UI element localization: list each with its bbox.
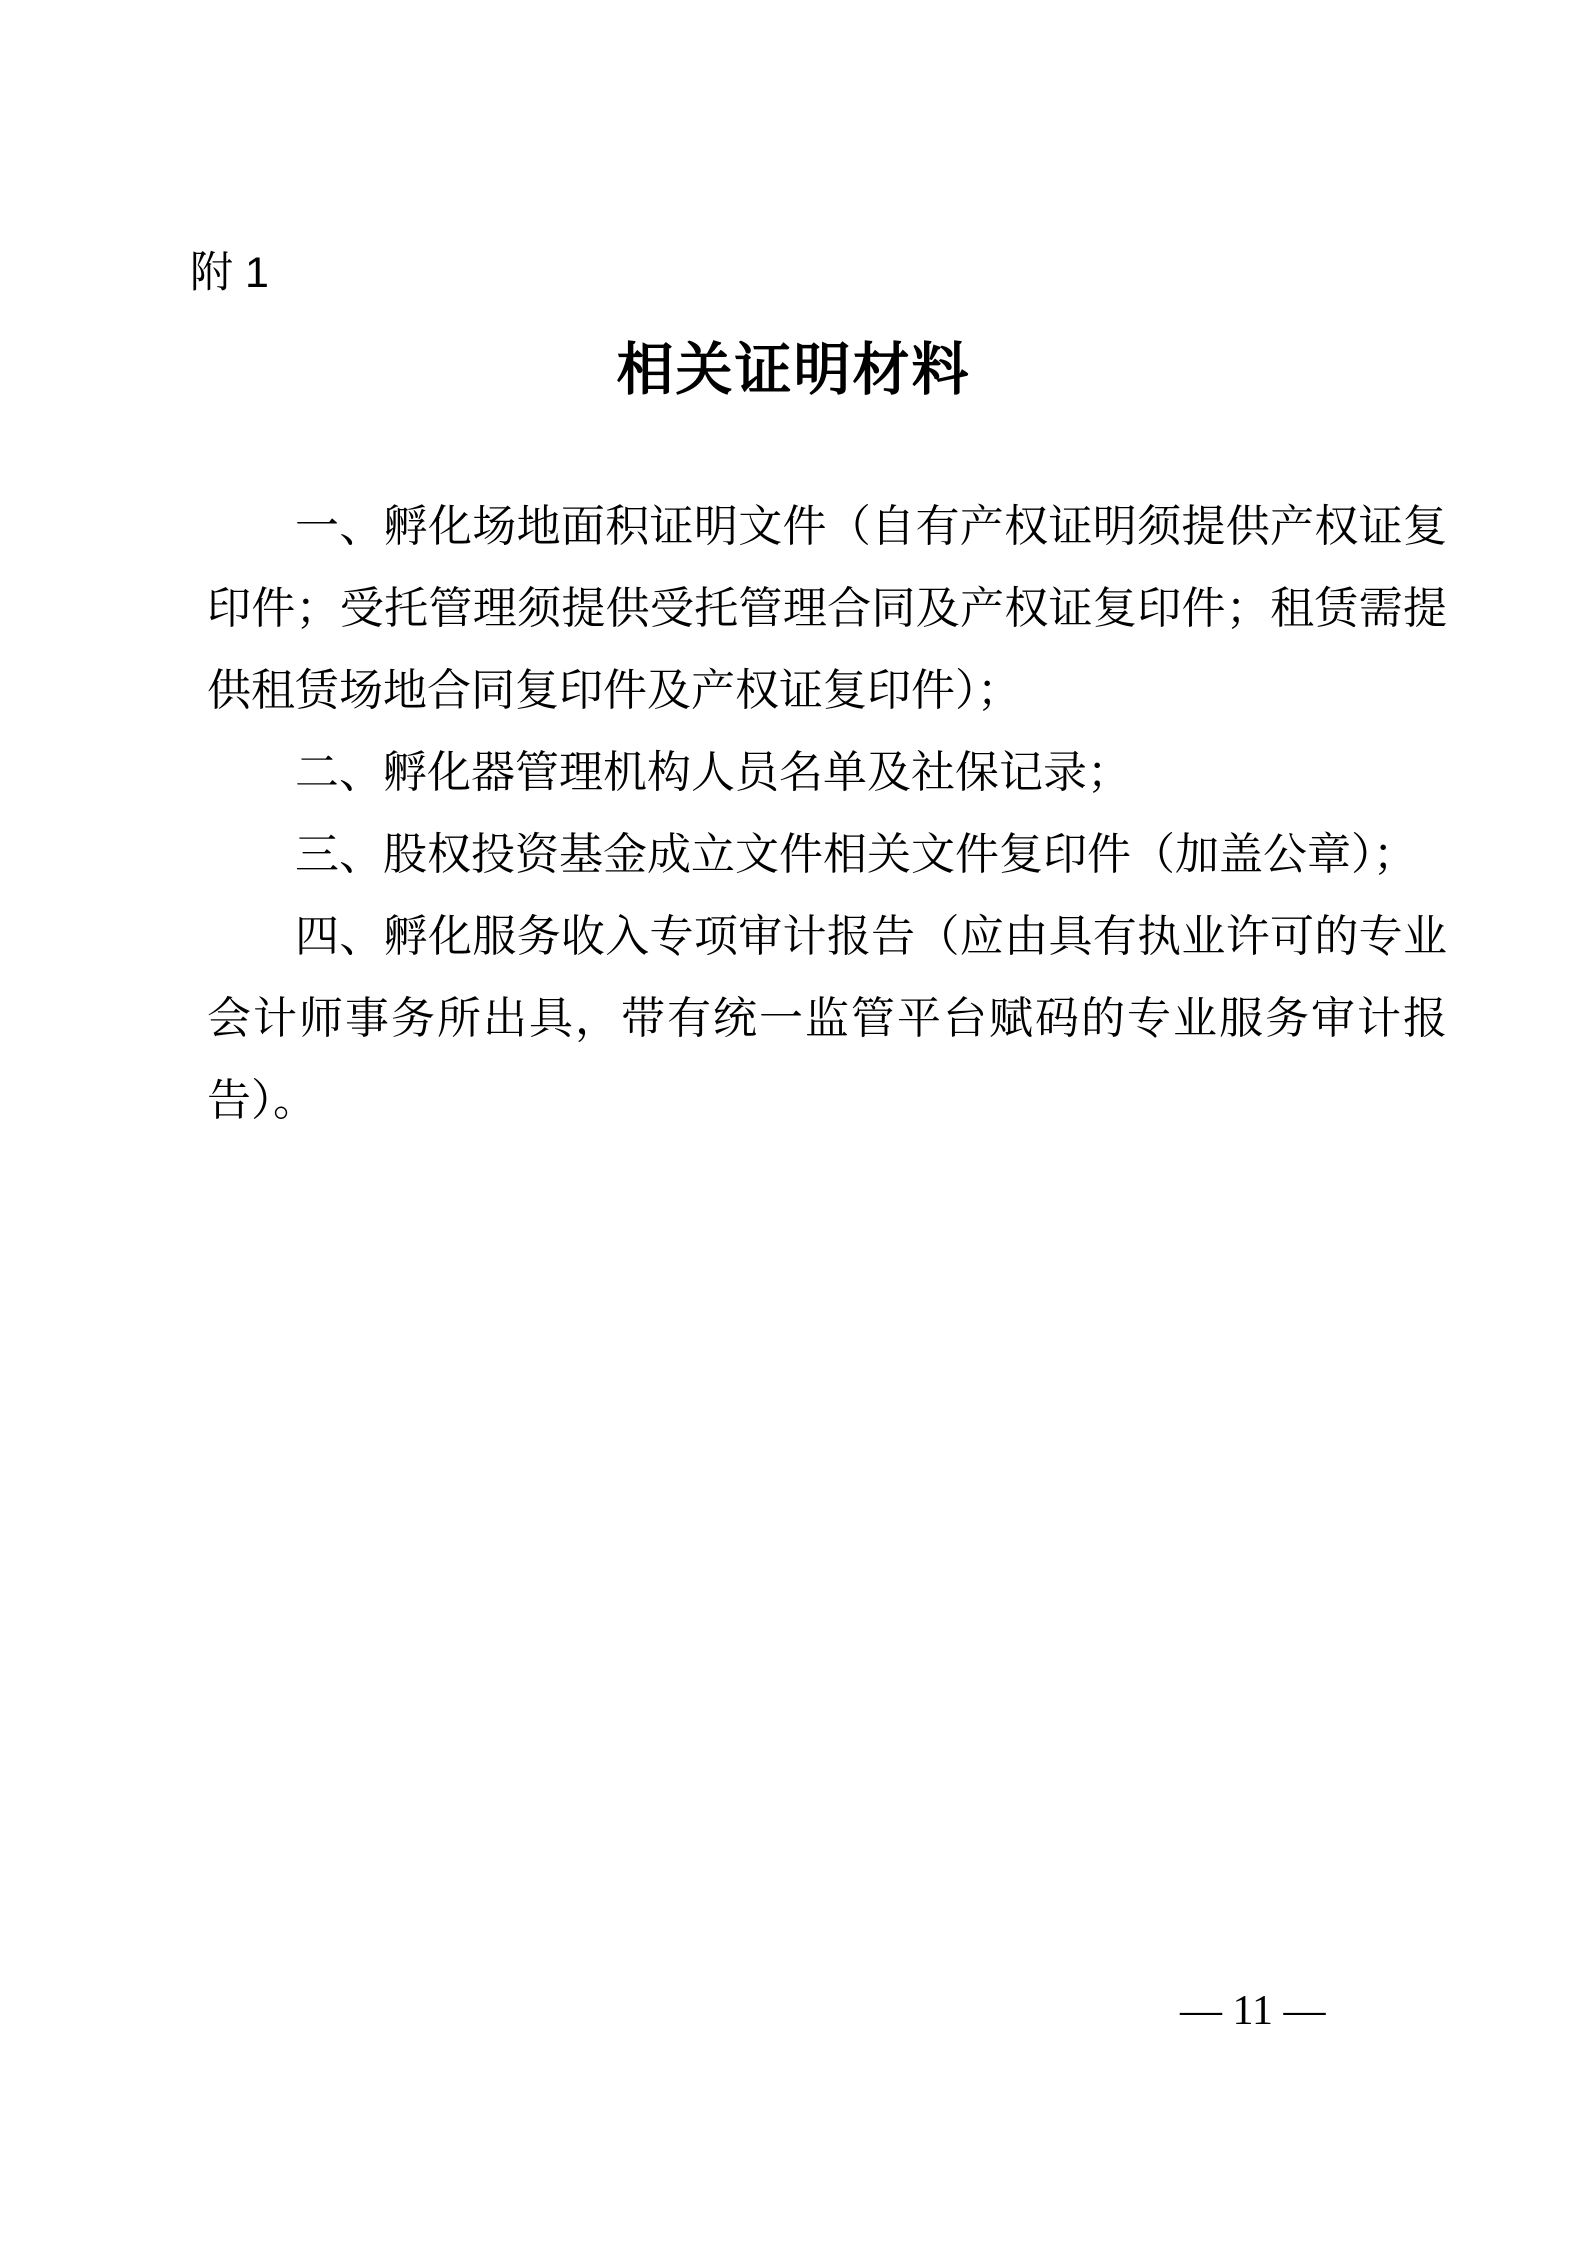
paragraph-item-1: 一、孵化场地面积证明文件（自有产权证明须提供产权证复印件；受托管理须提供受托管理合同及产权证复印件；租赁需提供租赁场地合同复印件及产权证复印件）； bbox=[207, 502, 1447, 715]
document-body bbox=[207, 486, 1447, 1142]
page-number: — 11 — bbox=[1180, 1988, 1326, 2034]
attachment-label: 附 1 bbox=[190, 249, 269, 297]
paragraph-item-3: 三、股权投资基金成立文件相关文件复印件（加盖公章）； bbox=[295, 830, 1417, 879]
document-title: 相关证明材料 bbox=[616, 338, 971, 402]
paragraph-item-4: 四、孵化服务收入专项审计报告（应由具有执业许可的专业会计师事务所出具，带有统一监管平台赋码的专业服务审计报告）。 bbox=[207, 912, 1447, 1125]
paragraph-item-2: 二、孵化器管理机构人员名单及社保记录； bbox=[295, 748, 1131, 797]
